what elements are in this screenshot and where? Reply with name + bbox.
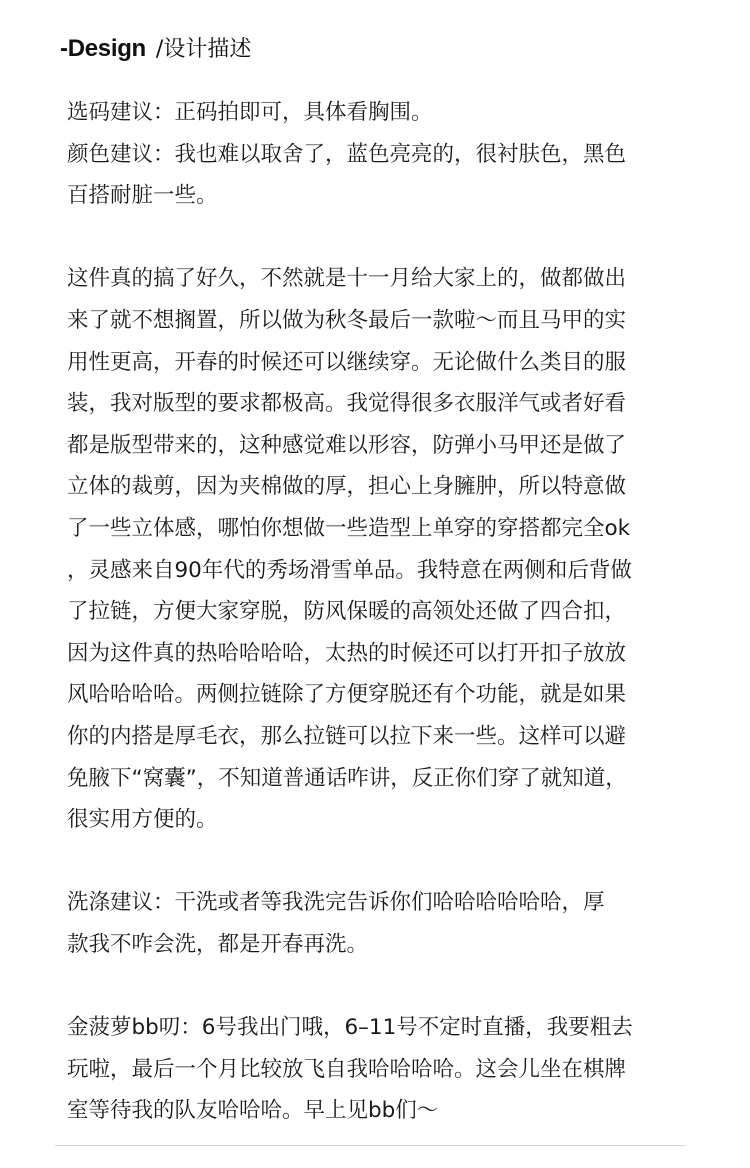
text-line: 用性更高，开春的时候还可以继续穿。无论做什么类目的服 — [67, 349, 627, 375]
text-line: 洗涤建议：干洗或者等我洗完告诉你们哈哈哈哈哈哈，厚 — [67, 890, 605, 916]
blank-line — [67, 841, 687, 883]
text-line: 了一些立体感，哪怕你想做一些造型上单穿的穿搭都完全ok — [67, 515, 631, 541]
description-body — [67, 92, 687, 1132]
text-line: 你的内搭是厚毛衣，那么拉链可以拉下来一些。这样可以避 — [67, 723, 627, 749]
header-title-en: -Design — [60, 35, 146, 62]
blank-line — [67, 965, 687, 1007]
header-title-cn: /设计描述 — [155, 37, 252, 62]
text-line: 了拉链，方便大家穿脱，防风保暖的高领处还做了四合扣， — [67, 599, 627, 625]
text-line: 很实用方便的。 — [67, 807, 218, 833]
bottom-divider — [55, 1145, 685, 1146]
text-line: 百搭耐脏一些。 — [67, 183, 218, 209]
section-header — [60, 32, 251, 63]
text-line: 选码建议：正码拍即可，具体看胸围。 — [67, 100, 433, 125]
text-line: 颜色建议：我也难以取舍了，蓝色亮亮的，很衬肤色，黑色 — [67, 141, 627, 167]
text-line: 免腋下“窝囊”，不知道普通话咋讲，反正你们穿了就知道， — [67, 765, 627, 791]
text-line: 金菠萝bb叨：6号我出门哦，6–11号不定时直播，我要粗去 — [67, 1015, 633, 1041]
text-line: 风哈哈哈哈。两侧拉链除了方便穿脱还有个功能，就是如果 — [67, 682, 627, 708]
text-line: 款我不咋会洗，都是开春再洗。 — [67, 931, 369, 957]
text-line: 这件真的搞了好久，不然就是十一月给大家上的，做都做出 — [67, 266, 627, 292]
blank-line — [67, 217, 687, 259]
text-line: 来了就不想搁置，所以做为秋冬最后一款啦～而且马甲的实 — [67, 307, 627, 333]
text-line: 装，我对版型的要求都极高。我觉得很多衣服洋气或者好看 — [67, 391, 627, 417]
text-line: 因为这件真的热哈哈哈哈，太热的时候还可以打开扣子放放 — [67, 640, 627, 666]
text-line: 立体的裁剪，因为夹棉做的厚，担心上身臃肿，所以特意做 — [67, 474, 627, 500]
text-line: 都是版型带来的，这种感觉难以形容，防弹小马甲还是做了 — [67, 432, 627, 458]
text-line: 玩啦，最后一个月比较放飞自我哈哈哈哈。这会儿坐在棋牌 — [67, 1056, 627, 1082]
text-line: 室等待我的队友哈哈哈。早上见bb们～ — [67, 1098, 439, 1124]
text-line: ，灵感来自90年代的秀场滑雪单品。我特意在两侧和后背做 — [67, 557, 632, 583]
